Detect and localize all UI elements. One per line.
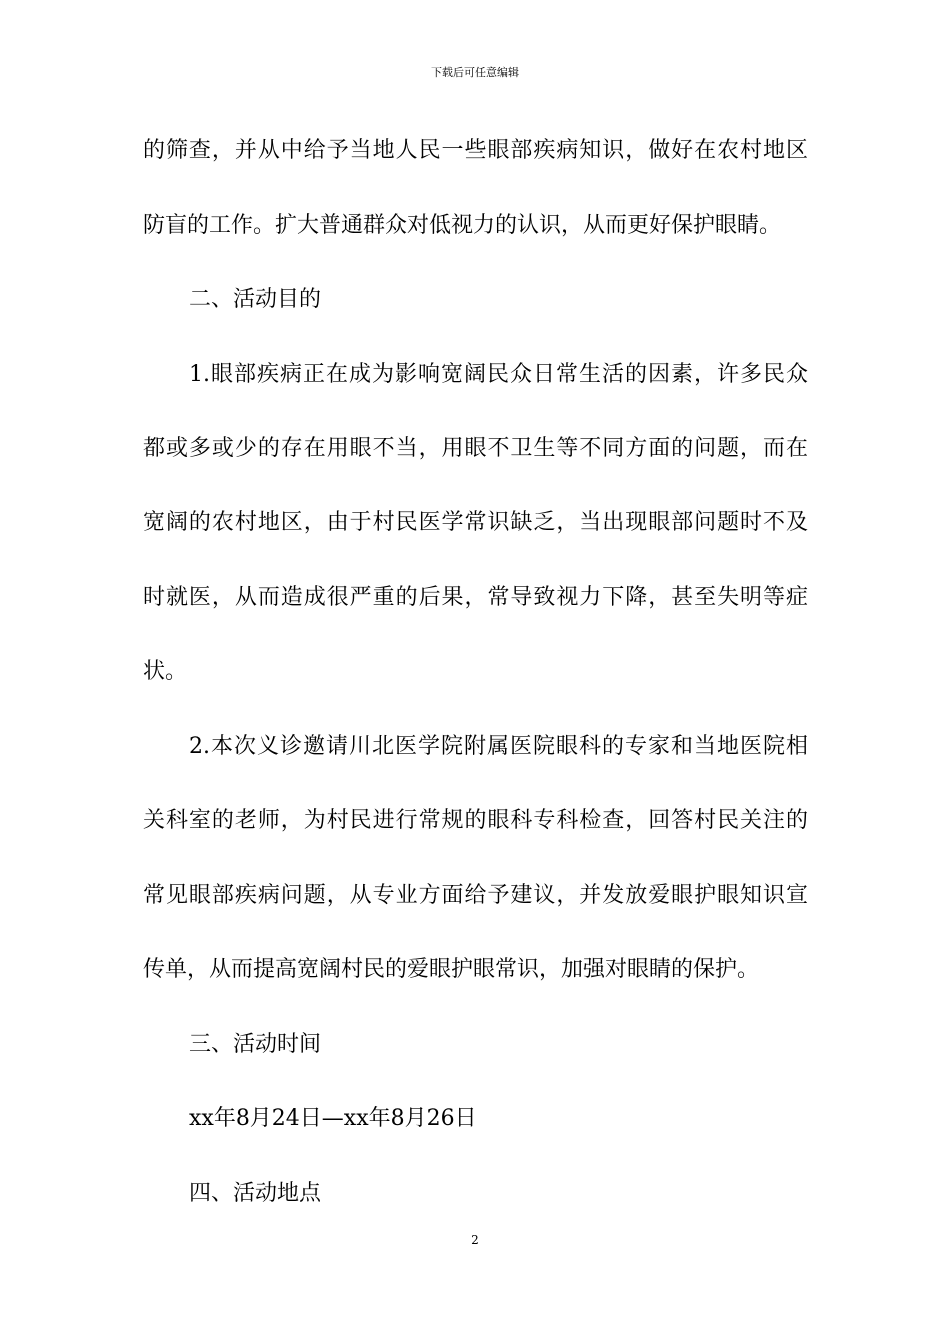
body-line-12: 传单，从而提高宽阔村民的爱眼护眼常识，加强对眼睛的保护。 — [143, 957, 760, 982]
body-line-7: 时就医，从而造成很严重的后果，常导致视力下降，甚至失明等症 — [143, 585, 808, 610]
section-heading-4: 四、活动地点 — [189, 1181, 322, 1206]
date-range: xx年8月24日—xx年8月26日 — [189, 1106, 477, 1131]
body-line-2: 防盲的工作。扩大普通群众对低视力的认识，从而更好保护眼睛。 — [143, 213, 782, 238]
section-heading-2: 二、活动目的 — [189, 287, 322, 312]
page-header: 下载后可任意编辑 — [431, 66, 519, 79]
body-line-4: 1.眼部疾病正在成为影响宽阔民众日常生活的因素，许多民众 — [189, 362, 808, 387]
page-number: 2 — [471, 1233, 479, 1247]
body-line-8: 状。 — [143, 659, 188, 684]
body-line-11: 常见眼部疾病问题，从专业方面给予建议，并发放爱眼护眼知识宣 — [143, 883, 808, 908]
body-line-9: 2.本次义诊邀请川北医学院附属医院眼科的专家和当地医院相 — [189, 734, 808, 759]
body-line-6: 宽阔的农村地区，由于村民医学常识缺乏，当出现眼部问题时不及 — [143, 510, 808, 535]
section-heading-3: 三、活动时间 — [189, 1032, 322, 1057]
body-line-1: 的筛查，并从中给予当地人民一些眼部疾病知识，做好在农村地区 — [143, 138, 808, 163]
body-line-5: 都或多或少的存在用眼不当，用眼不卫生等不同方面的问题，而在 — [143, 436, 808, 461]
body-line-10: 关科室的老师，为村民进行常规的眼科专科检查，回答村民关注的 — [143, 808, 808, 833]
